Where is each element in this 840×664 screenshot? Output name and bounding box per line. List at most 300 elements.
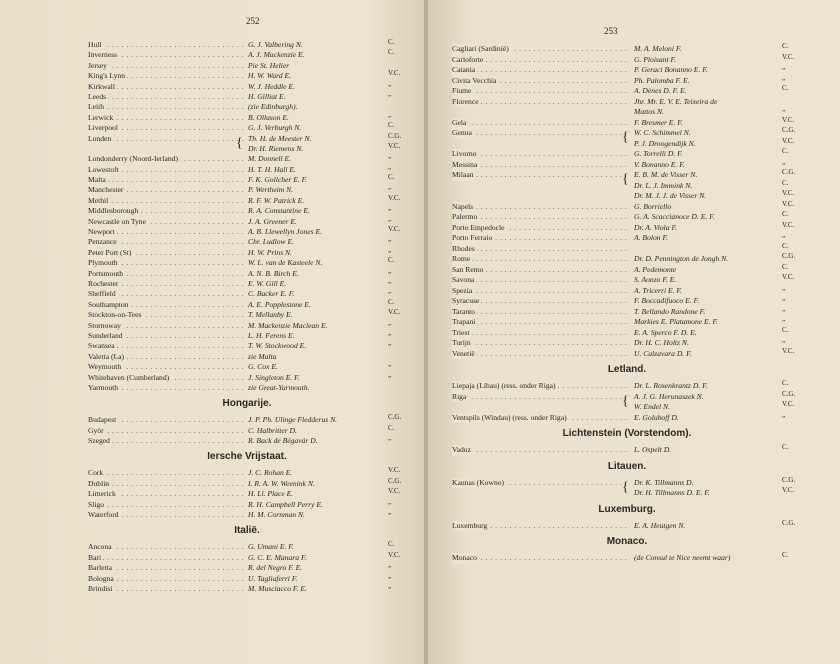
directory-entry	[452, 410, 802, 424]
consular-rank: V.C.	[782, 273, 795, 281]
directory-entry	[452, 212, 802, 223]
city-name: Riga	[452, 391, 467, 401]
consular-rank: „	[782, 73, 786, 82]
consular-rank: „	[388, 339, 392, 348]
consul-name: Mattos N.	[634, 107, 664, 116]
city-name: Bari	[88, 552, 102, 562]
directory-entry	[88, 123, 406, 133]
consul-name: P. J. Droogendijk N.	[634, 138, 696, 148]
consul-name: Th. H. de Meester N.	[248, 133, 312, 143]
consular-rank: C.	[388, 173, 395, 182]
directory-entry	[88, 110, 406, 123]
consular-rank: V.C.	[782, 115, 795, 124]
consular-rank: C.	[782, 147, 789, 155]
consular-rank: C.G.	[782, 168, 796, 176]
consular-rank: „	[782, 315, 786, 323]
directory-entry	[452, 44, 802, 55]
directory-entry	[88, 328, 406, 341]
consular-rank: C.	[388, 121, 395, 130]
consular-rank: „	[782, 304, 786, 313]
city-name: King's Lynn	[88, 71, 126, 81]
city-name: Cork	[88, 468, 104, 478]
city-name: Penzance	[88, 237, 117, 247]
consul-name: W. C. Schimmel N.	[634, 128, 691, 137]
consular-rank: C.	[782, 42, 789, 50]
city-name: Turijn	[452, 338, 471, 347]
leader-dots	[452, 149, 630, 160]
consul-name: T. Mellanby E.	[248, 310, 293, 320]
leader-dots	[88, 102, 243, 112]
directory-entry	[88, 193, 406, 206]
city-name: Napels	[452, 201, 474, 211]
country-heading: Luxemburg.	[598, 503, 656, 515]
consular-rank: „	[388, 434, 392, 443]
directory-entry	[88, 370, 406, 383]
city-name: Middlesborough	[88, 206, 139, 216]
consular-rank: C.	[782, 210, 789, 218]
consul-name: T. Bellando Randone F.	[634, 306, 706, 316]
city-name: Whitehaven (Cumberland)	[88, 372, 170, 382]
city-name: Monaco	[452, 553, 477, 562]
city-name: Waterford	[88, 510, 119, 520]
consular-rank: „	[388, 360, 392, 369]
city-name: Triest	[452, 327, 470, 337]
directory-entry	[452, 52, 802, 66]
city-name: Methil	[88, 195, 109, 205]
consul-name: Dr. D. Pennington de Jongh N.	[634, 254, 729, 263]
consular-rank: V.C.	[388, 308, 401, 317]
consul-name: A. N. B. Birch E.	[248, 268, 299, 278]
page-number: 253	[604, 26, 618, 36]
city-name: Porto Empedocle	[452, 222, 505, 232]
leader-dots	[88, 40, 243, 50]
city-name: Vaduz	[452, 445, 471, 454]
directory-entry	[88, 214, 406, 227]
leader-dots	[452, 445, 630, 456]
directory-entry	[88, 415, 406, 425]
consular-rank: V.C.	[388, 487, 401, 496]
consul-name: E. A. Heutgen N.	[634, 520, 686, 530]
consul-name: Dr. K. Tillmanns D.	[634, 477, 694, 487]
directory-entry	[452, 157, 802, 171]
directory-entry	[452, 199, 802, 213]
leader-dots	[88, 61, 243, 71]
city-name: Sligo	[88, 499, 105, 509]
city-name: Malta	[88, 175, 106, 185]
consular-rank: „	[388, 235, 392, 244]
directory-entry	[88, 154, 406, 164]
consul-name: W. J. Heddle E.	[248, 81, 295, 91]
consul-name: G. A. Scaccianoce D. E. F.	[634, 212, 715, 221]
consular-rank: „	[388, 497, 392, 506]
city-name: Milaan	[452, 170, 474, 179]
city-name: Brindisi	[88, 583, 113, 593]
consul-name: Dr. A. Viola F.	[634, 222, 678, 232]
consul-name: A. Dènes D. F. E.	[634, 86, 687, 95]
city-name: Lerwick	[88, 112, 114, 122]
leader-dots	[452, 65, 630, 76]
directory-entry	[88, 175, 406, 185]
city-name: Manchester	[88, 185, 124, 195]
directory-entry	[452, 241, 802, 255]
city-name: Southampton	[88, 299, 129, 309]
consul-name: Dr. H. Riemens N.	[248, 143, 304, 153]
consular-rank: C.	[782, 325, 789, 334]
directory-entry	[88, 318, 406, 331]
city-name: Fiume	[452, 86, 472, 95]
consul-name: L. Ospelt D.	[634, 445, 672, 454]
directory-entry	[452, 262, 802, 276]
consul-name: H. Gilliat E.	[248, 91, 286, 101]
directory-entry	[88, 476, 406, 489]
consul-name: R. F. W. Patrick E.	[248, 195, 305, 205]
consular-rank: C.	[782, 379, 789, 387]
directory-entry	[88, 542, 406, 552]
city-name: Swansea	[88, 341, 115, 351]
city-name: Lowestoft	[88, 164, 119, 174]
consular-rank: „	[388, 328, 392, 337]
consul-name: E. W. Gill E.	[248, 278, 287, 288]
leader-dots	[452, 118, 630, 129]
city-name: Jersey	[88, 60, 107, 70]
leader-dots	[88, 468, 243, 478]
country-heading: Hongarije.	[222, 398, 272, 410]
directory-entry	[88, 185, 406, 195]
consul-name: zie Malta	[248, 351, 277, 361]
consular-rank: C.G.	[782, 252, 796, 260]
directory-entry	[88, 581, 406, 594]
consul-name: H. W. Ward E.	[248, 71, 292, 81]
city-name: Rhodes	[452, 243, 475, 253]
directory-entry	[88, 141, 406, 154]
consul-name: F. K. Gollcher E. F.	[248, 175, 308, 185]
directory-entry	[452, 283, 802, 297]
city-name: Catania	[452, 65, 476, 74]
consular-rank: „	[782, 63, 786, 71]
consular-rank: „	[388, 110, 392, 119]
directory-entry	[452, 65, 802, 76]
consul-name: E. B. M. de Visser N.	[634, 170, 698, 179]
directory-entry	[88, 40, 406, 50]
city-name: Portsmouth	[88, 268, 124, 278]
consul-name: Jhr. Mr. E. V. E. Teixeira de	[634, 96, 718, 106]
directory-entry	[88, 423, 406, 436]
city-name: Cagliari (Sardinië)	[452, 44, 509, 53]
consul-name: A. B. Llewellyn Jones E.	[248, 227, 323, 237]
leader-dots	[452, 244, 630, 255]
consul-name: A. J. Mackenzie E.	[248, 50, 305, 60]
consular-rank: V.C.	[388, 69, 401, 78]
consular-rank: C.	[782, 443, 789, 451]
consular-rank: „	[388, 204, 392, 213]
consul-name: R. Back de Bégavár D.	[248, 436, 318, 446]
consul-name: Dr. L. J. Immink N.	[634, 180, 693, 190]
consular-rank: V.C.	[782, 400, 795, 408]
city-name: Sheffield	[88, 289, 116, 299]
directory-entry	[88, 61, 406, 71]
consular-rank: C.G.	[782, 518, 796, 527]
directory-column	[452, 44, 802, 564]
city-name: Szeged	[88, 436, 110, 446]
consul-name: G. Umani E. F.	[248, 542, 294, 552]
directory-entry	[88, 468, 406, 478]
consular-rank: C.	[388, 38, 395, 46]
consul-name: S. Aonzo F. E.	[634, 275, 677, 284]
leader-dots	[88, 92, 243, 102]
leader-dots	[452, 254, 630, 265]
consul-name: G. J. Verburgh N.	[248, 123, 302, 133]
directory-entry	[88, 436, 406, 446]
consular-rank: V.C.	[782, 52, 795, 61]
directory-entry	[452, 518, 802, 532]
consul-name: G. C. E. Manara F.	[248, 552, 307, 562]
leader-dots	[88, 175, 243, 185]
city-name: Rome	[452, 254, 471, 263]
directory-entry	[88, 352, 406, 362]
city-name: Florence	[452, 96, 479, 106]
country-heading: Lichtenstein (Vorstendom).	[562, 428, 692, 439]
directory-entry	[88, 362, 406, 372]
consul-name: H. T. H. Hall E.	[248, 164, 296, 174]
city-name: Londonderry (Noord-Ierland)	[88, 154, 179, 164]
city-name: Dublin	[88, 478, 110, 488]
city-name: Genua	[452, 128, 472, 137]
consul-name: W. Endel N.	[634, 402, 670, 411]
consular-rank: C.	[782, 262, 789, 271]
city-name: Plymouth	[88, 258, 118, 268]
leader-dots	[452, 202, 630, 213]
consul-name: C. Halbritter D.	[248, 425, 297, 435]
city-name: Venetië	[452, 348, 475, 358]
city-name: Spezia	[452, 285, 473, 295]
consul-name: L. H. Ferens E.	[248, 330, 295, 340]
directory-entry	[88, 227, 406, 237]
city-name: Taranto	[452, 306, 476, 316]
consular-rank: „	[388, 152, 392, 161]
directory-entry	[88, 258, 406, 268]
consular-rank: „	[388, 79, 392, 88]
consular-rank: V.C.	[782, 486, 795, 494]
directory-entry	[452, 346, 802, 360]
consul-name: P. Wertheim N.	[248, 185, 294, 195]
leader-dots	[452, 349, 630, 360]
consul-name: F. Bresmer E. F.	[634, 117, 683, 127]
page-number: 252	[246, 16, 260, 26]
city-name: Weymouth	[88, 362, 122, 372]
consular-rank: C.G.	[388, 476, 402, 485]
directory-entry	[88, 206, 406, 216]
consul-name: J. Singleton E. F.	[248, 372, 300, 382]
directory-entry	[452, 553, 802, 564]
directory-entry	[88, 162, 406, 175]
consular-rank: C.	[388, 48, 395, 57]
city-name: Valetta (La)	[88, 351, 125, 361]
directory-entry	[88, 383, 406, 393]
consular-rank: „	[388, 245, 392, 254]
directory-entry	[452, 220, 802, 234]
leader-dots	[452, 286, 630, 297]
consul-name: A. Pedemonte	[634, 264, 677, 274]
city-name: Luxemburg	[452, 520, 488, 530]
consul-name: G. Borriello	[634, 201, 672, 211]
consul-name: G. Cox E.	[248, 362, 278, 372]
directory-entry	[452, 191, 802, 202]
consular-rank: V.C.	[782, 346, 795, 355]
consular-rank: „	[388, 183, 392, 192]
consul-name: A. J. G. Herunaszek N.	[634, 391, 704, 401]
consul-name: I. R. A. W. Weenink N.	[248, 478, 315, 488]
consul-name: U. Tagliaferri F.	[248, 573, 298, 583]
directory-entry	[452, 178, 802, 192]
consul-name: Pie St. Helier	[248, 60, 290, 70]
consular-rank: V.C.	[388, 141, 401, 150]
consul-name: Dr. M. J. J. de Visser N.	[634, 191, 707, 200]
city-name: Stornoway	[88, 320, 121, 330]
consular-rank: „	[388, 266, 392, 275]
city-name: Stockton-on-Tees	[88, 310, 142, 320]
city-name: Sunderland	[88, 330, 123, 340]
directory-entry	[88, 71, 406, 81]
directory-entry	[452, 304, 802, 318]
directory-entry	[452, 381, 802, 392]
consul-name: M. Musciacco F. E.	[248, 583, 307, 593]
consul-name: Ph. Palomba F. E.	[634, 75, 690, 85]
consular-rank: „	[782, 231, 786, 239]
consul-name: Dr. H. Tillmanns D. E. F.	[634, 488, 710, 497]
city-name: Kirkwall	[88, 81, 115, 91]
directory-entry	[88, 497, 406, 510]
city-name: Liepaja (Libau) (ress. onder Riga)	[452, 381, 556, 390]
consul-name: H. Ll. Place E.	[248, 489, 294, 499]
leader-dots	[452, 328, 630, 339]
consular-rank: „	[388, 571, 392, 580]
leader-dots	[452, 128, 630, 139]
directory-column	[88, 40, 406, 594]
directory-entry	[452, 149, 802, 160]
consul-name: R. H. Campbell Perry E.	[248, 499, 323, 509]
consular-rank: V.C.	[388, 550, 401, 559]
consul-name: H. W. Prins N.	[248, 247, 293, 257]
directory-entry	[88, 550, 406, 563]
country-heading: Italië.	[234, 525, 260, 537]
consular-rank: C.	[782, 84, 789, 92]
consular-rank: „	[782, 410, 786, 419]
city-name: Palermo	[452, 212, 478, 221]
directory-entry	[452, 402, 802, 413]
consular-rank: „	[782, 157, 786, 166]
city-name: Londen	[88, 133, 112, 143]
consular-rank: „	[388, 508, 392, 517]
consular-rank: C.G.	[782, 475, 796, 484]
consul-name: H. M. Cornman N.	[248, 510, 305, 520]
consul-name: J. A. Greener E.	[248, 216, 297, 226]
brace-glyph: {	[622, 172, 629, 187]
leader-dots	[88, 553, 243, 563]
consular-rank: V.C.	[782, 189, 795, 197]
city-name: Leith	[88, 102, 105, 112]
consul-name: B. Ollason E.	[248, 112, 289, 122]
city-name: Hull	[88, 40, 102, 49]
directory-entry	[452, 445, 802, 456]
consular-rank: C.	[782, 178, 789, 187]
leader-dots	[88, 196, 243, 206]
consul-name: M. A. Meloni F.	[634, 44, 682, 53]
consular-rank: „	[388, 370, 392, 379]
city-name: Civita Vecchia	[452, 75, 497, 85]
city-name: Inverness	[88, 50, 118, 60]
directory-entry	[452, 275, 802, 286]
directory-entry	[88, 341, 406, 351]
consul-name: G. Ploisant F.	[634, 54, 677, 64]
city-name: Budapest	[88, 415, 117, 425]
city-name: Trapani	[452, 317, 476, 326]
consular-rank: „	[388, 276, 392, 285]
leader-dots	[452, 86, 630, 97]
brace-glyph: {	[236, 135, 243, 151]
directory-entry	[88, 245, 406, 258]
directory-entry	[88, 489, 406, 499]
consular-rank: „	[388, 162, 392, 171]
city-name: Györ	[88, 425, 104, 435]
consul-name: Dr. H. C. Holtz N.	[634, 338, 689, 347]
consular-rank: „	[782, 283, 786, 292]
consular-rank: V.C.	[782, 199, 795, 208]
directory-entry	[88, 276, 406, 289]
right-page	[428, 0, 840, 664]
leader-dots	[452, 170, 630, 181]
consul-name: A. Tricerri E. F.	[634, 285, 682, 295]
directory-entry	[452, 317, 802, 328]
consul-name: A. Bolon F.	[634, 233, 669, 242]
consul-name: G. Torrelli D. F.	[634, 149, 683, 158]
directory-entry	[452, 97, 802, 108]
consul-name: T. W. Stockwood E.	[248, 341, 307, 351]
directory-entry	[88, 563, 406, 573]
consul-name: Chr. Ludlow E.	[248, 237, 294, 247]
consular-rank: V.C.	[388, 466, 401, 475]
leader-dots	[452, 392, 630, 403]
consular-rank: V.C.	[782, 220, 795, 229]
directory-entry	[88, 266, 406, 279]
consular-rank: „	[388, 581, 392, 590]
city-name: Peter Port (St)	[88, 247, 132, 257]
leader-dots	[452, 317, 630, 328]
consul-name: (de Consul te Nice neemt waar)	[634, 553, 731, 562]
consul-name: (zie Edinburgh).	[248, 102, 298, 112]
leader-dots	[452, 275, 630, 286]
leader-dots	[452, 338, 630, 349]
consular-rank: „	[388, 214, 392, 223]
consular-rank: „	[388, 561, 392, 570]
consular-rank: C.	[388, 540, 395, 549]
consular-rank: C.	[782, 241, 789, 250]
city-name: Messina	[452, 159, 478, 169]
directory-entry	[88, 571, 406, 584]
consular-rank: C.G.	[782, 126, 796, 134]
city-name: Carloforte	[452, 54, 484, 64]
consul-name: U. Calzavara D. F.	[634, 348, 692, 358]
consul-name: M. Mackenzie Maclean E.	[248, 320, 328, 330]
leader-dots	[88, 426, 243, 436]
city-name: Ancona	[88, 542, 112, 552]
country-heading: Monaco.	[606, 536, 648, 547]
city-name: Newport	[88, 227, 115, 237]
consular-rank: C.	[388, 297, 395, 306]
consular-rank: V.C.	[388, 225, 401, 234]
consular-rank: C.G.	[782, 389, 796, 398]
consular-rank: „	[388, 287, 392, 296]
consul-name: V. Bonanno E. F.	[634, 159, 685, 169]
